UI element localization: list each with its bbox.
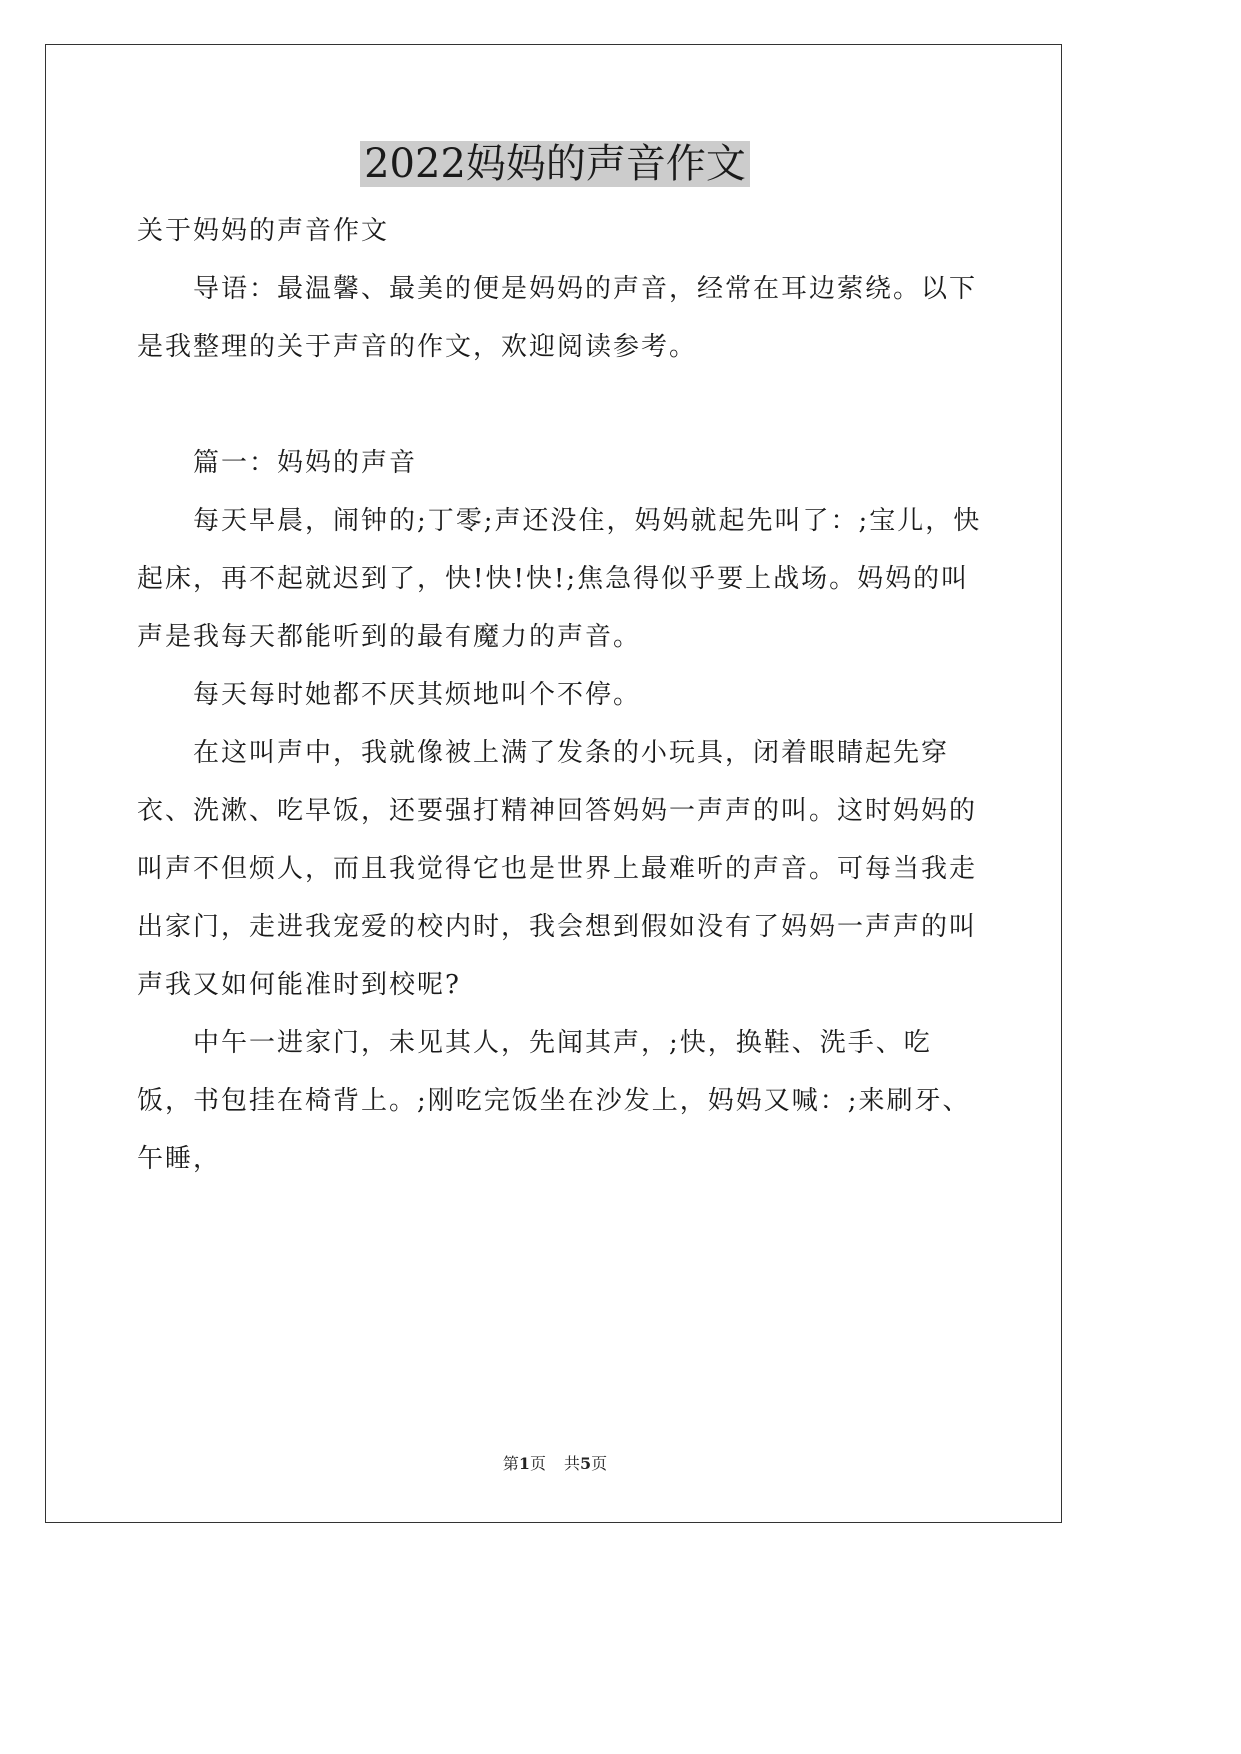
section-heading: 篇一：妈妈的声音 [193,448,418,478]
body-paragraph: 中午一进家门，未见其人，先闻其声，;快，换鞋、洗手、吃饭，书包挂在椅背上。;刚吃完饭坐在沙发上，妈妈又喊：;来刷牙、午睡， [137,1028,971,1174]
page-total: 共5页 [564,1454,608,1473]
page-number: 第1页 [502,1454,546,1473]
document-body [137,202,982,1188]
document-title-text: 2022妈妈的声音作文 [360,141,750,187]
body-paragraph: 每天早晨，闹钟的;丁零;声还没住，妈妈就起先叫了：;宝儿，快起床，再不起就迟到了，快!快!快!;焦急得似乎要上战场。妈妈的叫声是我每天都能听到的最有魔力的声音。 [137,506,982,652]
body-paragraph: 在这叫声中，我就像被上满了发条的小玩具，闭着眼睛起先穿衣、洗漱、吃早饭，还要强打精神回答妈妈一声声的叫。这时妈妈的叫声不但烦人，而且我觉得它也是世界上最难听的声音。可每当我走出家门，走进我宠爱的校内时，我会想到假如没有了妈妈一声声的叫声我又如何能准时到校呢? [137,738,978,1000]
body-paragraph: 每天每时她都不厌其烦地叫个不停。 [193,680,642,710]
intro-paragraph: 导语：最温馨、最美的便是妈妈的声音，经常在耳边萦绕。以下是我整理的关于声音的作文，欢迎阅读参考。 [137,274,978,362]
page-footer [0,1452,1110,1476]
document-title [0,136,1110,192]
subtitle-paragraph: 关于妈妈的声音作文 [137,216,390,246]
